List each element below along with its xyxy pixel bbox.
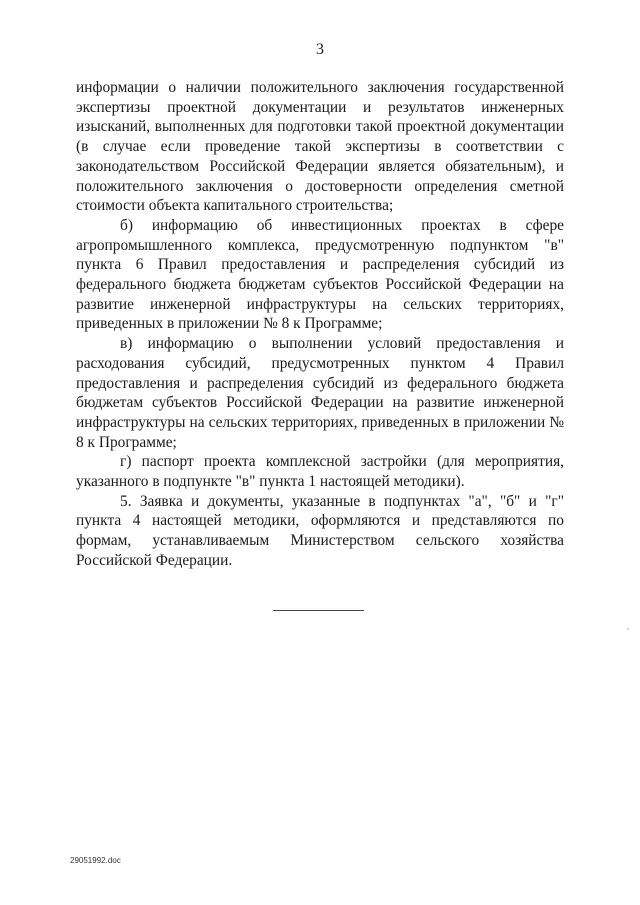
document-body: [76, 78, 564, 571]
margin-mark: ,: [627, 622, 629, 631]
paragraph-item-g: г) паспорт проекта комплексной застройки (для мероприятия, указанного в подпункте "в" пункта 1 настоящей методики).: [76, 453, 564, 491]
paragraph-clause-5: 5. Заявка и документы, указанные в подпунктах "а", "б" и "г" пункта 4 настоящей методики, оформляются и представляются по формам, устанавливаемым Министерством сельского хозяйства Российской Федерации.: [76, 492, 564, 569]
paragraph-item-v: в) информацию о выполнении условий предоставления и расходования субсидий, предусмотренных пунктом 4 Правил предоставления и распределения субсидий из федерального бюджета бюджетам субъектов Российской Федерации на развитие инженерной инфраструктуры на сельских территориях, приведенных в приложении № 8 к Программе;: [76, 335, 564, 451]
page-number: 3: [316, 41, 324, 58]
paragraph-item-b: б) информацию об инвестиционных проектах в сфере агропромышленного комплекса, предусмотренную подпунктом "в" пункта 6 Правил предоставления и распределения субсидий из федерального бюджета бюджетам субъектов Российской Федерации на развитие инженерной инфраструктуры на сельских территориях, приведенных в приложении № 8 к Программе;: [76, 216, 564, 333]
end-divider-line: [273, 610, 364, 611]
paragraph-continuation: информации о наличии положительного заключения государственной экспертизы проектной документации и результатов инженерных изысканий, выполненных для подготовки такой проектной документации (в случае если проведение такой экспертизы в соответствии с законодательством Российской Федерации является обязательным), и положительного заключения о достоверности определения сметной стоимости объекта капитального строительства;: [76, 79, 564, 215]
footer-file-code: 29051992.doc: [70, 856, 121, 865]
